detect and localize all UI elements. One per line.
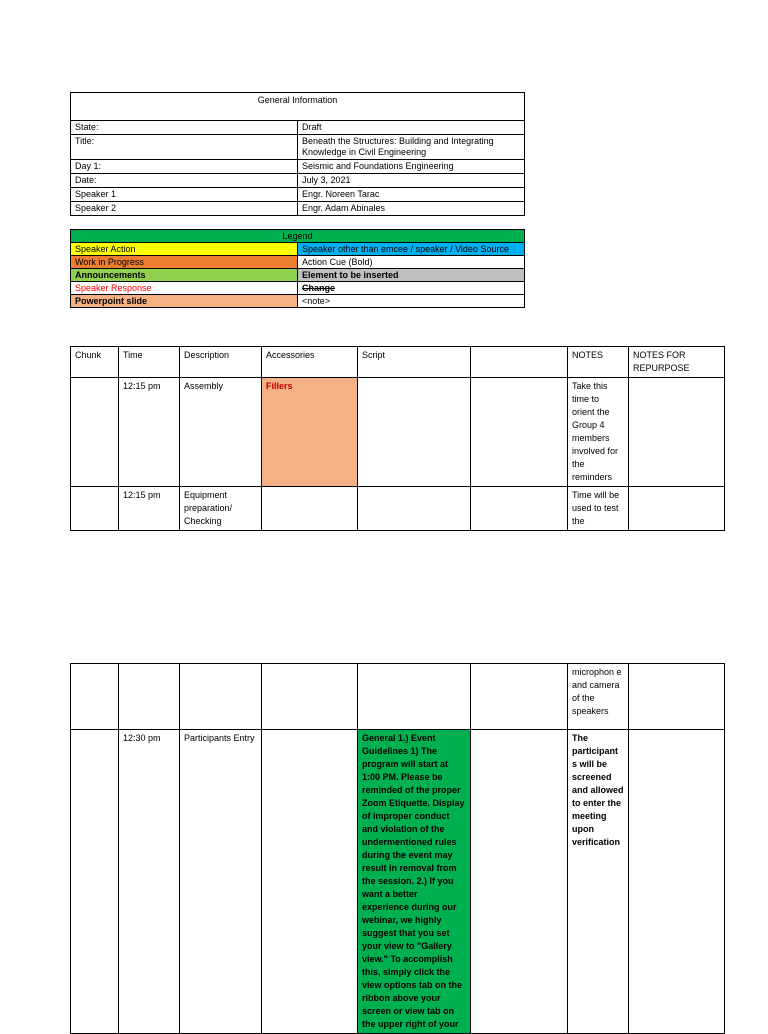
cell-notes: microphon e and camera of the speakers xyxy=(568,664,629,730)
info-row-speaker-2 xyxy=(71,202,525,216)
cell-script xyxy=(358,664,471,730)
cell-script xyxy=(358,378,471,487)
header-notes: NOTES xyxy=(568,347,629,378)
script-table-page-2 xyxy=(70,663,725,1034)
cell-description: Assembly xyxy=(180,378,262,487)
cell-description: Participants Entry xyxy=(180,730,262,1034)
info-label: Speaker 2 xyxy=(71,202,298,216)
legend-swatch-element-inserted: Element to be inserted xyxy=(298,269,525,282)
cell-notes: Time will be used to test the xyxy=(568,487,629,531)
cell-accessories: Fillers xyxy=(262,378,358,487)
cell-repurpose xyxy=(629,487,725,531)
info-row-day xyxy=(71,160,525,174)
header-notes-repurpose: NOTES FOR REPURPOSE xyxy=(629,347,725,378)
legend-heading: Legend xyxy=(71,230,525,243)
legend-row xyxy=(71,256,525,269)
cell-description xyxy=(180,664,262,730)
header-time: Time xyxy=(119,347,180,378)
cell-extra xyxy=(471,664,568,730)
legend-row xyxy=(71,243,525,256)
legend-swatch-other-speaker: Speaker other than emcee / speaker / Video Source xyxy=(298,243,525,256)
info-row-state xyxy=(71,121,525,135)
header-description: Description xyxy=(180,347,262,378)
header-accessories: Accessories xyxy=(262,347,358,378)
general-information-table xyxy=(70,92,525,216)
legend-swatch-work-in-progress: Work in Progress xyxy=(71,256,298,269)
header-chunk: Chunk xyxy=(71,347,119,378)
table-row xyxy=(71,664,725,730)
cell-time: 12:30 pm xyxy=(119,730,180,1034)
info-row-speaker-1 xyxy=(71,188,525,202)
info-value: July 3, 2021 xyxy=(298,174,525,188)
table-row xyxy=(71,378,725,487)
info-label: Title: xyxy=(71,135,298,160)
info-value: Beneath the Structures: Building and Integrating Knowledge in Civil Engineering xyxy=(298,135,525,160)
legend-swatch-speaker-action: Speaker Action xyxy=(71,243,298,256)
cell-script xyxy=(358,487,471,531)
table-row xyxy=(71,730,725,1034)
cell-description: Equipment preparation/ Checking xyxy=(180,487,262,531)
cell-accessories xyxy=(262,487,358,531)
legend-swatch-change: Change xyxy=(298,282,525,295)
info-label: Speaker 1 xyxy=(71,188,298,202)
header-script: Script xyxy=(358,347,471,378)
cell-script-announcement: General 1.) Event Guidelines 1) The program will start at 1:00 PM. Please be reminded of the proper Zoom Etiquette. Display of improper conduct and violation of the undermentioned rules during the event may result in removal from the session. 2.) If you want a better experience during our webinar, we highly suggest that you set your view to "Gallery view." To accomplish this, simply click the view options tab on the ribbon above your screen or view tab on the upper right of your xyxy=(358,730,471,1034)
info-row-date xyxy=(71,174,525,188)
cell-time: 12:15 pm xyxy=(119,378,180,487)
info-row-title xyxy=(71,135,525,160)
legend-row xyxy=(71,282,525,295)
cell-chunk xyxy=(71,730,119,1034)
script-table-header-row xyxy=(71,347,725,378)
legend-swatch-speaker-response: Speaker Response xyxy=(71,282,298,295)
legend-row xyxy=(71,269,525,282)
cell-repurpose xyxy=(629,730,725,1034)
cell-chunk xyxy=(71,487,119,531)
header-blank xyxy=(471,347,568,378)
legend-swatch-powerpoint-slide: Powerpoint slide xyxy=(71,295,298,308)
cell-accessories xyxy=(262,730,358,1034)
cell-time xyxy=(119,664,180,730)
info-value: Engr. Noreen Tarac xyxy=(298,188,525,202)
legend-row xyxy=(71,295,525,308)
cell-notes: The participant s will be screened and allowed to enter the meeting upon verification xyxy=(568,730,629,1034)
legend-swatch-note: <note> xyxy=(298,295,525,308)
cell-chunk xyxy=(71,664,119,730)
cell-extra xyxy=(471,378,568,487)
cell-accessories xyxy=(262,664,358,730)
info-value: Seismic and Foundations Engineering xyxy=(298,160,525,174)
cell-repurpose xyxy=(629,378,725,487)
info-label: Date: xyxy=(71,174,298,188)
cell-notes: Take this time to orient the Group 4 members involved for the reminders xyxy=(568,378,629,487)
general-information-heading: General Information xyxy=(71,93,525,121)
cell-extra xyxy=(471,730,568,1034)
legend-table xyxy=(70,229,525,308)
cell-repurpose xyxy=(629,664,725,730)
info-value: Engr. Adam Abinales xyxy=(298,202,525,216)
script-table-page-1 xyxy=(70,346,725,531)
table-row xyxy=(71,487,725,531)
cell-chunk xyxy=(71,378,119,487)
legend-swatch-action-cue: Action Cue (Bold) xyxy=(298,256,525,269)
info-value: Draft xyxy=(298,121,525,135)
cell-extra xyxy=(471,487,568,531)
info-label: State: xyxy=(71,121,298,135)
info-label: Day 1: xyxy=(71,160,298,174)
legend-swatch-announcements: Announcements xyxy=(71,269,298,282)
cell-time: 12:15 pm xyxy=(119,487,180,531)
